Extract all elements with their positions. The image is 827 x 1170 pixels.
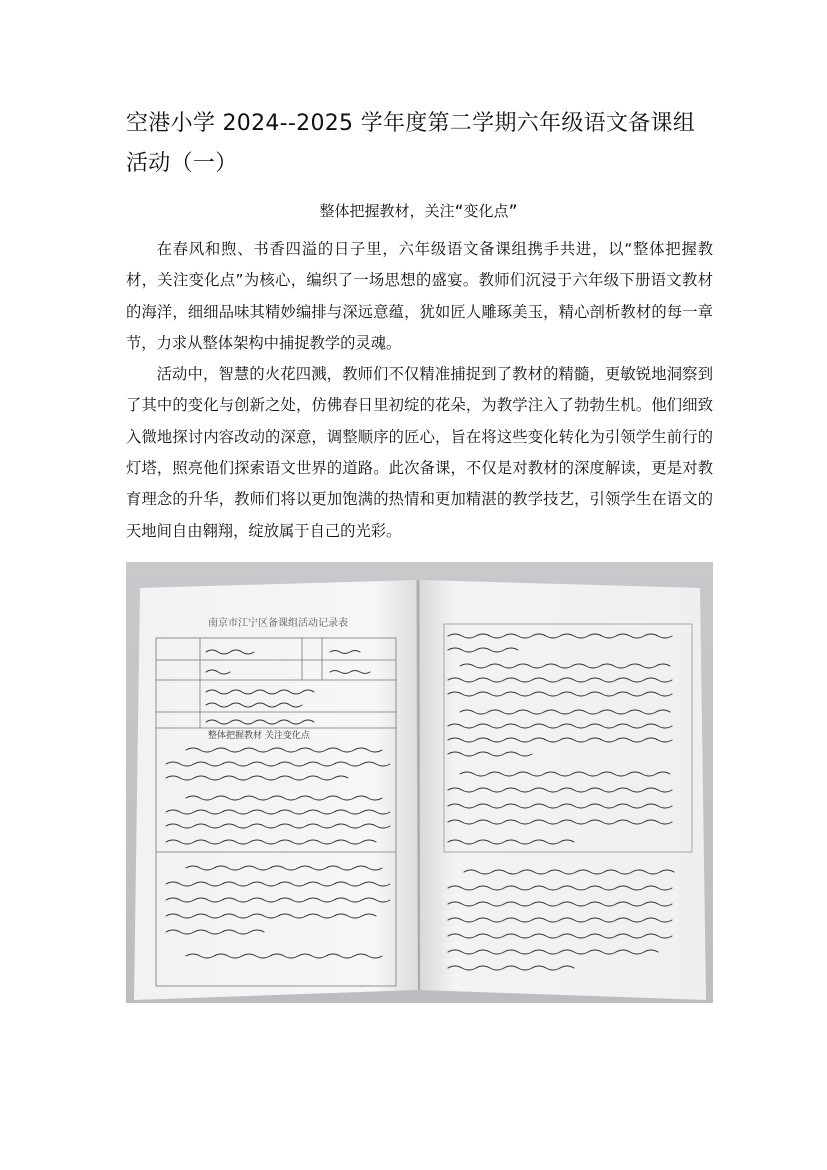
paragraph-2: 活动中，智慧的火花四溅，教师们不仅精准捕捉到了教材的精髓，更敏锐地洞察到了其中的变化与创新之处，仿佛春日里初绽的花朵，为教学注入了勃勃生机。他们细致入微地探讨内容改动的深意，调整顺序的匠心，旨在将这些变化转化为引领学生前行的灯塔，照亮他们探索语文世界的道路。此次备课，不仅是对教材的深度解读，更是对教育理念的升华，教师们将以更加饱满的热情和更加精湛的教学技艺，引领学生在语文的天地间自由翱翔，绽放属于自己的光彩。 [126,365,713,540]
book-spine [418,580,419,990]
document-body [126,234,713,547]
record-book-photo [126,562,713,1003]
record-book-image [126,562,713,1003]
paragraph-1: 在春风和煦、书香四溢的日子里，六年级语文备课组携手共进，以“整体把握教材，关注变化点”为核心，编织了一场思想的盛宴。教师们沉浸于六年级下册语文教材的海洋，细细品味其精妙编排与深远意蕴，犹如匠人雕琢美玉，精心剖析教材的每一章节，力求从整体架构中捕捉教学的灵魂。 [126,240,713,352]
form-title: 南京市江宁区备课组活动记录表 [208,618,348,629]
document-subtitle: 整体把握教材，关注“变化点” [319,202,518,220]
form-topic: 整体把握教材 关注变化点 [208,731,310,741]
left-page [134,580,418,1000]
document-title: 空港小学 2024--2025 学年度第二学期六年级语文备课组活动（一） [126,111,696,176]
